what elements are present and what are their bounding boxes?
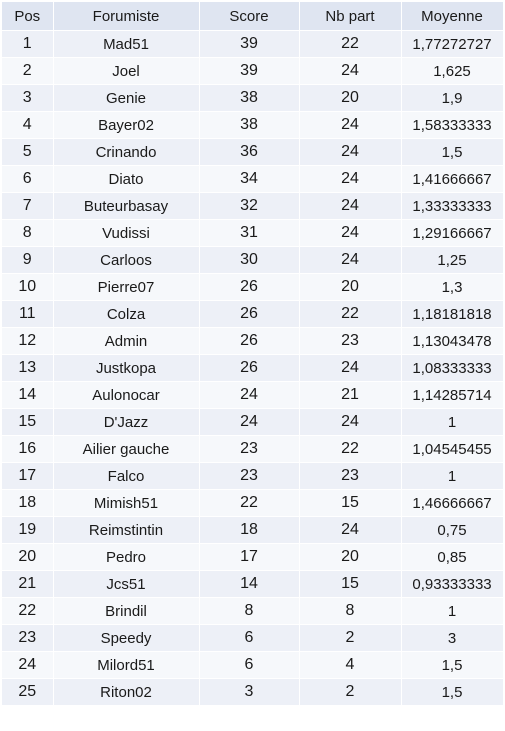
cell-forumiste: Reimstintin xyxy=(53,517,199,544)
cell-nb-part: 20 xyxy=(299,544,401,571)
cell-nb-part: 22 xyxy=(299,31,401,58)
ranking-sheet xyxy=(2,2,503,706)
table-row xyxy=(2,436,503,463)
ranking-table xyxy=(2,2,504,706)
cell-score: 26 xyxy=(199,274,299,301)
table-row xyxy=(2,85,503,112)
cell-score: 18 xyxy=(199,517,299,544)
table-row xyxy=(2,112,503,139)
cell-nb-part: 22 xyxy=(299,301,401,328)
cell-pos: 10 xyxy=(2,274,53,301)
cell-pos: 16 xyxy=(2,436,53,463)
cell-moyenne: 0,93333333 xyxy=(401,571,503,598)
cell-nb-part: 24 xyxy=(299,247,401,274)
cell-score: 17 xyxy=(199,544,299,571)
cell-moyenne: 1,13043478 xyxy=(401,328,503,355)
cell-nb-part: 24 xyxy=(299,220,401,247)
cell-moyenne: 1,58333333 xyxy=(401,112,503,139)
cell-forumiste: Riton02 xyxy=(53,679,199,706)
cell-moyenne: 1,3 xyxy=(401,274,503,301)
cell-score: 39 xyxy=(199,58,299,85)
cell-forumiste: Brindil xyxy=(53,598,199,625)
cell-pos: 18 xyxy=(2,490,53,517)
cell-score: 14 xyxy=(199,571,299,598)
cell-forumiste: Milord51 xyxy=(53,652,199,679)
cell-forumiste: Diato xyxy=(53,166,199,193)
cell-moyenne: 1,33333333 xyxy=(401,193,503,220)
cell-moyenne: 1,08333333 xyxy=(401,355,503,382)
table-row xyxy=(2,679,503,706)
cell-forumiste: D'Jazz xyxy=(53,409,199,436)
cell-forumiste: Bayer02 xyxy=(53,112,199,139)
cell-forumiste: Colza xyxy=(53,301,199,328)
cell-forumiste: Buteurbasay xyxy=(53,193,199,220)
cell-moyenne: 1,5 xyxy=(401,679,503,706)
cell-pos: 1 xyxy=(2,31,53,58)
cell-forumiste: Jcs51 xyxy=(53,571,199,598)
cell-score: 3 xyxy=(199,679,299,706)
cell-pos: 2 xyxy=(2,58,53,85)
cell-moyenne: 1,5 xyxy=(401,139,503,166)
cell-forumiste: Pierre07 xyxy=(53,274,199,301)
cell-moyenne: 0,85 xyxy=(401,544,503,571)
cell-nb-part: 23 xyxy=(299,328,401,355)
cell-nb-part: 22 xyxy=(299,436,401,463)
cell-pos: 21 xyxy=(2,571,53,598)
cell-pos: 4 xyxy=(2,112,53,139)
cell-nb-part: 21 xyxy=(299,382,401,409)
cell-nb-part: 15 xyxy=(299,571,401,598)
cell-score: 8 xyxy=(199,598,299,625)
table-row xyxy=(2,166,503,193)
cell-forumiste: Joel xyxy=(53,58,199,85)
cell-nb-part: 24 xyxy=(299,193,401,220)
cell-nb-part: 24 xyxy=(299,517,401,544)
cell-forumiste: Genie xyxy=(53,85,199,112)
cell-pos: 22 xyxy=(2,598,53,625)
table-body xyxy=(2,31,503,706)
cell-forumiste: Crinando xyxy=(53,139,199,166)
table-row xyxy=(2,598,503,625)
cell-moyenne: 1,29166667 xyxy=(401,220,503,247)
table-row xyxy=(2,490,503,517)
cell-pos: 8 xyxy=(2,220,53,247)
cell-pos: 24 xyxy=(2,652,53,679)
cell-score: 38 xyxy=(199,85,299,112)
table-row xyxy=(2,355,503,382)
table-row xyxy=(2,544,503,571)
header-row xyxy=(2,2,503,31)
cell-moyenne: 1,5 xyxy=(401,652,503,679)
cell-score: 32 xyxy=(199,193,299,220)
table-row xyxy=(2,463,503,490)
cell-nb-part: 2 xyxy=(299,679,401,706)
cell-score: 26 xyxy=(199,301,299,328)
cell-score: 23 xyxy=(199,436,299,463)
cell-score: 24 xyxy=(199,409,299,436)
cell-forumiste: Speedy xyxy=(53,625,199,652)
cell-nb-part: 4 xyxy=(299,652,401,679)
cell-nb-part: 24 xyxy=(299,58,401,85)
cell-nb-part: 23 xyxy=(299,463,401,490)
cell-pos: 7 xyxy=(2,193,53,220)
cell-nb-part: 24 xyxy=(299,139,401,166)
table-row xyxy=(2,193,503,220)
cell-forumiste: Admin xyxy=(53,328,199,355)
cell-score: 38 xyxy=(199,112,299,139)
cell-moyenne: 1 xyxy=(401,409,503,436)
cell-forumiste: Carloos xyxy=(53,247,199,274)
cell-moyenne: 3 xyxy=(401,625,503,652)
cell-score: 34 xyxy=(199,166,299,193)
cell-pos: 19 xyxy=(2,517,53,544)
cell-score: 36 xyxy=(199,139,299,166)
cell-score: 24 xyxy=(199,382,299,409)
cell-pos: 25 xyxy=(2,679,53,706)
table-row xyxy=(2,301,503,328)
cell-nb-part: 8 xyxy=(299,598,401,625)
cell-moyenne: 1,625 xyxy=(401,58,503,85)
table-row xyxy=(2,31,503,58)
cell-score: 39 xyxy=(199,31,299,58)
header-forumiste: Forumiste xyxy=(53,2,199,31)
header-pos: Pos xyxy=(2,2,53,31)
header-score: Score xyxy=(199,2,299,31)
cell-pos: 14 xyxy=(2,382,53,409)
cell-moyenne: 1,04545455 xyxy=(401,436,503,463)
cell-nb-part: 24 xyxy=(299,166,401,193)
cell-forumiste: Falco xyxy=(53,463,199,490)
cell-pos: 17 xyxy=(2,463,53,490)
table-row xyxy=(2,139,503,166)
cell-moyenne: 1,46666667 xyxy=(401,490,503,517)
cell-score: 26 xyxy=(199,328,299,355)
cell-forumiste: Mad51 xyxy=(53,31,199,58)
table-row xyxy=(2,571,503,598)
table-row xyxy=(2,625,503,652)
cell-forumiste: Vudissi xyxy=(53,220,199,247)
cell-forumiste: Pedro xyxy=(53,544,199,571)
cell-moyenne: 1,14285714 xyxy=(401,382,503,409)
table-row xyxy=(2,58,503,85)
cell-pos: 6 xyxy=(2,166,53,193)
table-row xyxy=(2,652,503,679)
cell-score: 30 xyxy=(199,247,299,274)
cell-nb-part: 24 xyxy=(299,409,401,436)
header-moyenne: Moyenne xyxy=(401,2,503,31)
cell-nb-part: 20 xyxy=(299,85,401,112)
cell-forumiste: Mimish51 xyxy=(53,490,199,517)
cell-pos: 23 xyxy=(2,625,53,652)
cell-score: 26 xyxy=(199,355,299,382)
cell-moyenne: 1,9 xyxy=(401,85,503,112)
cell-moyenne: 1,41666667 xyxy=(401,166,503,193)
cell-forumiste: Aulonocar xyxy=(53,382,199,409)
cell-pos: 15 xyxy=(2,409,53,436)
cell-score: 31 xyxy=(199,220,299,247)
cell-moyenne: 1,25 xyxy=(401,247,503,274)
cell-nb-part: 24 xyxy=(299,355,401,382)
cell-score: 22 xyxy=(199,490,299,517)
table-row xyxy=(2,220,503,247)
cell-moyenne: 1 xyxy=(401,463,503,490)
header-nb-part: Nb part xyxy=(299,2,401,31)
table-row xyxy=(2,517,503,544)
cell-moyenne: 0,75 xyxy=(401,517,503,544)
table-row xyxy=(2,274,503,301)
cell-moyenne: 1,77272727 xyxy=(401,31,503,58)
cell-pos: 20 xyxy=(2,544,53,571)
cell-pos: 9 xyxy=(2,247,53,274)
cell-nb-part: 2 xyxy=(299,625,401,652)
cell-pos: 11 xyxy=(2,301,53,328)
table-row xyxy=(2,409,503,436)
cell-score: 6 xyxy=(199,625,299,652)
table-row xyxy=(2,382,503,409)
cell-nb-part: 15 xyxy=(299,490,401,517)
cell-moyenne: 1,18181818 xyxy=(401,301,503,328)
cell-pos: 5 xyxy=(2,139,53,166)
cell-pos: 3 xyxy=(2,85,53,112)
table-header xyxy=(2,2,503,31)
cell-pos: 13 xyxy=(2,355,53,382)
cell-moyenne: 1 xyxy=(401,598,503,625)
table-row xyxy=(2,328,503,355)
cell-nb-part: 24 xyxy=(299,112,401,139)
cell-pos: 12 xyxy=(2,328,53,355)
cell-nb-part: 20 xyxy=(299,274,401,301)
cell-score: 23 xyxy=(199,463,299,490)
cell-forumiste: Justkopa xyxy=(53,355,199,382)
cell-forumiste: Ailier gauche xyxy=(53,436,199,463)
cell-score: 6 xyxy=(199,652,299,679)
table-row xyxy=(2,247,503,274)
